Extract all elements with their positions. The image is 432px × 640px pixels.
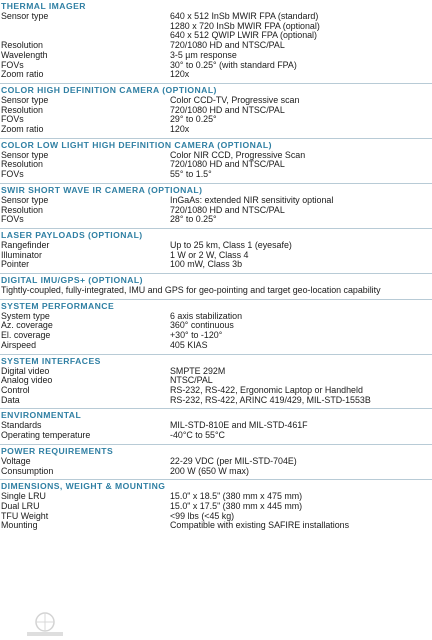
spec-label: Analog video [1, 376, 53, 386]
spec-value [170, 241, 432, 251]
spec-value-line: 22-29 VDC (per MIL-STD-704E) [170, 456, 297, 466]
spec-label: Sensor type [1, 195, 49, 205]
spec-value [170, 521, 432, 531]
spec-value-line: Color CCD-TV, Progressive scan [170, 95, 300, 105]
spec-value [170, 467, 432, 477]
spec-row [0, 512, 432, 522]
spec-value-line: InGaAs: extended NIR sensitivity optional [170, 195, 334, 205]
spec-label: El. coverage [1, 331, 51, 341]
spec-label: Rangefinder [1, 240, 50, 250]
spec-value-line: NTSC/PAL [170, 376, 213, 386]
spec-value [170, 151, 432, 161]
spec-value [170, 260, 432, 270]
spec-label: Az. coverage [1, 321, 53, 331]
spec-row [0, 196, 432, 206]
spec-value [170, 160, 432, 170]
spec-value-line: 15.0" x 17.5" (380 mm x 445 mm) [170, 501, 303, 511]
spec-value-line: Compatible with existing SAFIRE installations [170, 521, 350, 531]
spec-value-line: 720/1080 HD and NTSC/PAL [170, 41, 285, 51]
spec-value-line: 640 x 512 InSb MWIR FPA (standard) [170, 12, 319, 21]
spec-section [0, 445, 432, 480]
spec-row [0, 367, 432, 377]
spec-value [170, 421, 432, 431]
spec-value [170, 12, 432, 41]
spec-row [0, 321, 432, 331]
spec-value-line: <99 lbs (<45 kg) [170, 511, 235, 521]
spec-label: Digital video [1, 366, 50, 376]
spec-value [170, 106, 432, 116]
spec-label: Sensor type [1, 12, 49, 21]
spec-label: Standards [1, 421, 42, 431]
spec-value-line: 1280 x 720 InSb MWIR FPA (optional) [170, 20, 320, 31]
spec-value [170, 115, 432, 125]
spec-value-line: 640 x 512 QWIP LWIR FPA (optional) [170, 30, 317, 41]
spec-label: FOVs [1, 115, 24, 125]
spec-value-line: RS-232, RS-422, Ergonomic Laptop or Handheld [170, 385, 363, 395]
spec-label: Voltage [1, 456, 31, 466]
spec-section [0, 409, 432, 444]
spec-value-line: +30° to -120° [170, 331, 223, 341]
spec-label: Consumption [1, 466, 54, 476]
spec-value-line: 360° continuous [170, 321, 234, 331]
spec-row [0, 170, 432, 180]
spec-section [0, 184, 432, 229]
spec-label: Single LRU [1, 492, 46, 502]
section-title: DIGITAL IMU/GPS+ (OPTIONAL) [1, 275, 143, 286]
section-title: SYSTEM PERFORMANCE [1, 300, 115, 311]
spec-section [0, 229, 432, 274]
spec-row [0, 41, 432, 51]
spec-label: FOVs [1, 60, 24, 70]
spec-value [170, 206, 432, 216]
spec-label: Mounting [1, 521, 38, 531]
spec-label: Sensor type [1, 95, 49, 105]
spec-row [0, 312, 432, 322]
spec-section [0, 355, 432, 410]
spec-row [0, 521, 432, 531]
spec-label: System type [1, 311, 50, 321]
spec-value-line: 200 W (650 W max) [170, 466, 249, 476]
spec-row [0, 12, 432, 41]
spec-value [170, 215, 432, 225]
spec-row [0, 431, 432, 441]
spec-label: Zoom ratio [1, 70, 44, 80]
spec-row [0, 125, 432, 135]
spec-value [170, 170, 432, 180]
spec-row [0, 241, 432, 251]
section-title: LASER PAYLOADS (OPTIONAL) [1, 229, 143, 240]
section-title: THERMAL IMAGER [1, 1, 86, 11]
spec-value-line: 55° to 1.5° [170, 170, 212, 180]
spec-value-line: 720/1080 HD and NTSC/PAL [170, 205, 285, 215]
spec-section [0, 300, 432, 355]
spec-value [170, 341, 432, 351]
spec-label: Operating temperature [1, 431, 91, 441]
spec-label: FOVs [1, 170, 24, 180]
spec-value-line: 720/1080 HD and NTSC/PAL [170, 160, 285, 170]
spec-value-line: 28° to 0.25° [170, 215, 217, 225]
spec-label: Sensor type [1, 150, 49, 160]
section-title: DIMENSIONS, WEIGHT & MOUNTING [1, 481, 166, 492]
spec-value [170, 321, 432, 331]
spec-row [0, 215, 432, 225]
spec-label: Resolution [1, 41, 43, 51]
spec-value-line: 1 W or 2 W, Class 4 [170, 250, 249, 260]
spec-label: Resolution [1, 205, 43, 215]
spec-value-line: 15.0" x 18.5" (380 mm x 475 mm) [170, 492, 303, 502]
section-title: COLOR LOW LIGHT HIGH DEFINITION CAMERA (OPTIONAL) [1, 139, 272, 150]
spec-value-line: 3-5 µm response [170, 50, 237, 60]
spec-value [170, 331, 432, 341]
section-title: ENVIRONMENTAL [1, 410, 82, 421]
spec-value [170, 512, 432, 522]
spec-label: Control [1, 385, 30, 395]
spec-value [170, 457, 432, 467]
spec-value [170, 312, 432, 322]
spec-value-line: RS-232, RS-422, ARINC 419/429, MIL-STD-1553B [170, 395, 371, 405]
spec-value-line: Color NIR CCD, Progressive Scan [170, 150, 306, 160]
spec-value-line: 6 axis stabilization [170, 311, 243, 321]
spec-row [0, 331, 432, 341]
spec-value [170, 41, 432, 51]
spec-value-line: SMPTE 292M [170, 366, 226, 376]
spec-value [170, 367, 432, 377]
spec-row [0, 396, 432, 406]
spec-label: Zoom ratio [1, 125, 44, 135]
spec-row [0, 386, 432, 396]
spec-row [0, 51, 432, 61]
spec-label: Dual LRU [1, 501, 40, 511]
spec-label: Data [1, 395, 20, 405]
spec-label: FOVs [1, 215, 24, 225]
spec-value-line: 100 mW, Class 3b [170, 260, 243, 270]
spec-row [0, 206, 432, 216]
spec-label: Resolution [1, 160, 43, 170]
section-description: Tightly-coupled, fully-integrated, IMU and GPS for geo-pointing and target geo-location capability [1, 286, 381, 296]
section-title: POWER REQUIREMENTS [1, 445, 114, 456]
spec-row [0, 502, 432, 512]
spec-value-line: 30° to 0.25° (with standard FPA) [170, 60, 297, 70]
spec-row [0, 260, 432, 270]
spec-value-line: 120x [170, 125, 190, 135]
spec-value [170, 125, 432, 135]
section-title: COLOR HIGH DEFINITION CAMERA (OPTIONAL) [1, 84, 217, 95]
section-title: SYSTEM INTERFACES [1, 355, 101, 366]
spec-value [170, 376, 432, 386]
spec-value-line: 120x [170, 70, 190, 80]
spec-row [0, 421, 432, 431]
spec-row [0, 457, 432, 467]
spec-value [170, 502, 432, 512]
spec-value [170, 61, 432, 71]
spec-row [0, 467, 432, 477]
spec-label: TFU Weight [1, 511, 49, 521]
spec-row [0, 70, 432, 80]
spec-section [0, 139, 432, 184]
spec-value [170, 251, 432, 261]
spec-value [170, 431, 432, 441]
spec-row [0, 115, 432, 125]
spec-value-line: MIL-STD-810E and MIL-STD-461F [170, 421, 308, 431]
spec-value [170, 492, 432, 502]
spec-value-line: -40°C to 55°C [170, 431, 225, 441]
spec-row [0, 106, 432, 116]
spec-row [0, 96, 432, 106]
spec-value [170, 51, 432, 61]
spec-value [170, 70, 432, 80]
spec-value [170, 196, 432, 206]
spec-label: Airspeed [1, 340, 37, 350]
spec-row [0, 376, 432, 386]
spec-label: Illuminator [1, 250, 42, 260]
spec-section [0, 84, 432, 139]
spec-row [0, 61, 432, 71]
spec-value-line: 29° to 0.25° [170, 115, 217, 125]
spec-section [0, 0, 432, 84]
spec-row [0, 341, 432, 351]
spec-row [0, 151, 432, 161]
spec-row [0, 251, 432, 261]
section-title: SWIR SHORT WAVE IR CAMERA (OPTIONAL) [1, 184, 203, 195]
spec-section [0, 480, 432, 534]
spec-value [170, 96, 432, 106]
spec-value-line: Up to 25 km, Class 1 (eyesafe) [170, 240, 292, 250]
spec-value-line: 720/1080 HD and NTSC/PAL [170, 105, 285, 115]
spec-value-line: 405 KIAS [170, 340, 208, 350]
spec-label: Wavelength [1, 50, 48, 60]
spec-label: Resolution [1, 105, 43, 115]
spec-row [0, 160, 432, 170]
spec-label: Pointer [1, 260, 30, 270]
spec-section [0, 274, 432, 300]
spec-row [0, 492, 432, 502]
spec-value [170, 396, 432, 406]
spec-value [170, 386, 432, 396]
